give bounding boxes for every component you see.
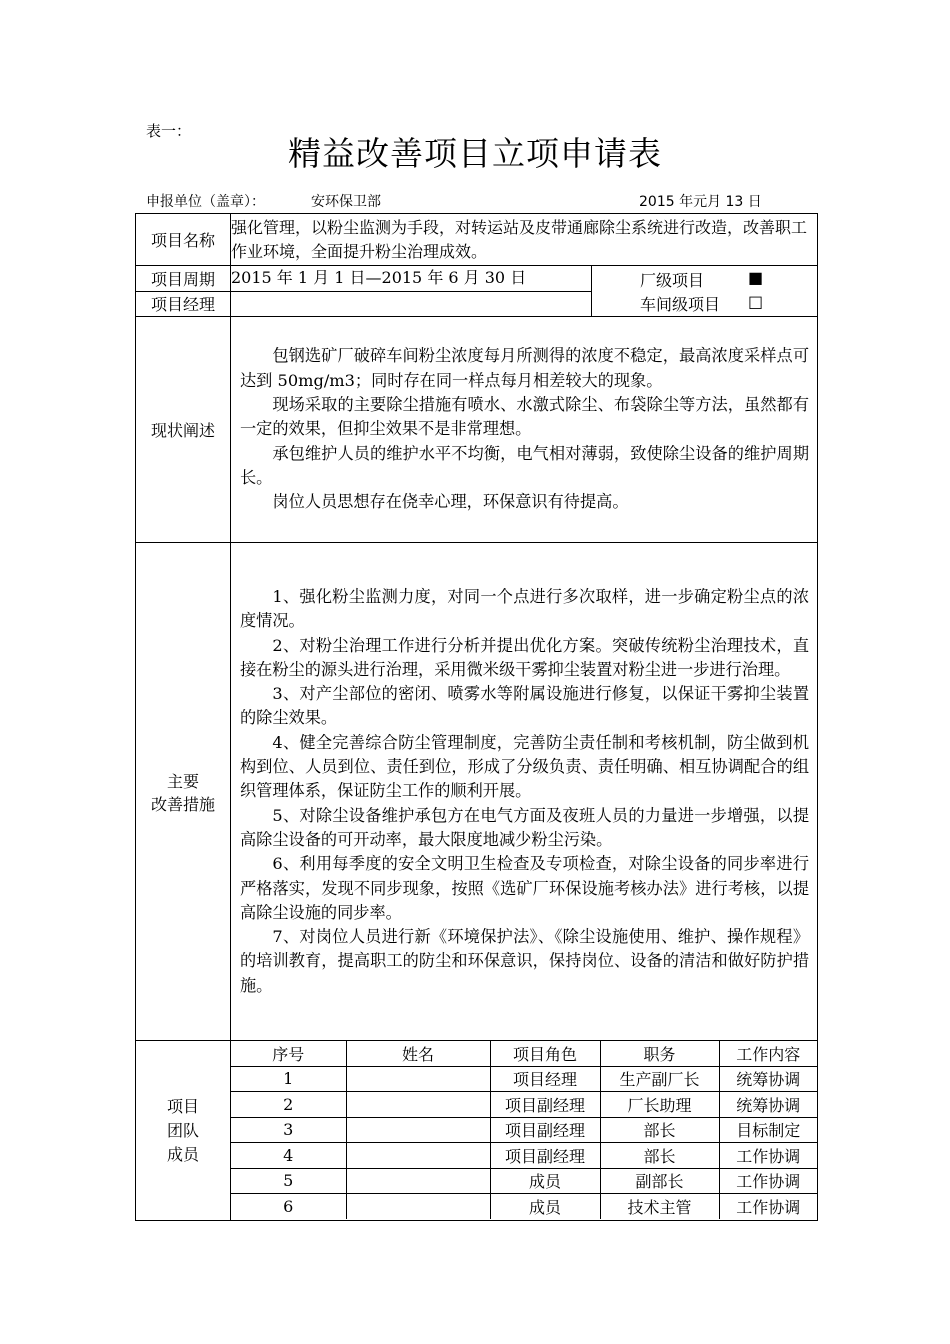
member-index: 3 [231, 1117, 346, 1143]
status-row [136, 317, 818, 543]
measure-item: 7、对岗位人员进行新《环境保护法》、《除尘设施使用、维护、操作规程》的培训教育，提高职工的防尘和环保意识，保持岗位、设备的清洁和做好防护措施。 [240, 927, 810, 995]
project-manager-value [231, 291, 592, 317]
table-row [231, 1143, 817, 1169]
project-name-value: 强化管理，以粉尘监测为手段，对转运站及皮带通廊除尘系统进行改造，改善职工作业环境，全面提升粉尘治理成效。 [231, 214, 818, 266]
workshop-level-checkbox: □ [748, 292, 764, 311]
member-role: 项目副经理 [490, 1117, 600, 1143]
measure-item: 2、对粉尘治理工作进行分析并提出优化方案。突破传统粉尘治理技术，直接在粉尘的源头进行治理，采用微米级干雾抑尘装置对粉尘进一步进行治理。 [240, 635, 810, 679]
member-position: 副部长 [600, 1168, 719, 1194]
column-header: 序号 [231, 1041, 346, 1066]
team-row [136, 1041, 818, 1221]
status-paragraph: 岗位人员思想存在侥幸心理，环保意识有待提高。 [272, 492, 629, 512]
member-role: 成员 [490, 1194, 600, 1219]
measure-item: 4、健全完善综合防尘管理制度，完善防尘责任制和考核机制，防尘做到机构到位、人员到位、责任到位，形成了分级负责、责任明确、相互协调配合的组织管理体系，保证防尘工作的顺利开展。 [240, 732, 810, 801]
member-name [346, 1066, 490, 1092]
status-paragraph: 承包维护人员的维护水平不均衡，电气相对薄弱，致使除尘设备的维护周期长。 [240, 443, 810, 487]
status-paragraph: 现场采取的主要除尘措施有喷水、水激式除尘、布袋除尘等方法，虽然都有一定的效果，但抑尘效果不是非常理想。 [240, 395, 810, 439]
table-row [231, 1194, 817, 1219]
measure-item: 3、对产尘部位的密闭、喷雾水等附属设施进行修复，以保证干雾抑尘装置的除尘效果。 [240, 684, 810, 728]
applicant-unit-value: 安环保卫部 [311, 194, 381, 210]
member-index: 2 [231, 1092, 346, 1118]
project-level-cell [592, 266, 818, 317]
measures-label-line: 主要 [166, 771, 199, 791]
member-index: 1 [231, 1066, 346, 1092]
page-title: 精益改善项目立项申请表 [288, 134, 662, 173]
member-duty: 统筹协调 [719, 1092, 817, 1118]
measures-label [136, 543, 231, 1041]
team-members-table [231, 1041, 817, 1219]
column-header: 职务 [600, 1041, 719, 1066]
table-row [231, 1168, 817, 1194]
table-row [231, 1066, 817, 1092]
application-form-table [135, 213, 818, 1221]
member-position: 生产副厂长 [600, 1066, 719, 1092]
member-role: 项目副经理 [490, 1092, 600, 1118]
member-duty: 工作协调 [719, 1168, 817, 1194]
member-name [346, 1092, 490, 1118]
team-label [136, 1041, 231, 1221]
applicant-unit-label: 申报单位（盖章）： [146, 194, 265, 210]
measure-item: 6、利用每季度的安全文明卫生检查及专项检查，对除尘设备的同步率进行严格落实，发现不同步现象，按照《选矿厂环保设施考核办法》进行考核，以提高除尘设施的同步率。 [240, 854, 810, 922]
column-header: 姓名 [346, 1041, 490, 1066]
member-index: 4 [231, 1143, 346, 1169]
member-position: 厂长助理 [600, 1092, 719, 1118]
member-duty: 工作协调 [719, 1143, 817, 1169]
table-row [231, 1117, 817, 1143]
member-index: 5 [231, 1168, 346, 1194]
column-header: 项目角色 [490, 1041, 600, 1066]
team-header-row [231, 1041, 817, 1066]
factory-level-checkbox: ■ [748, 268, 764, 287]
member-role: 项目经理 [490, 1066, 600, 1092]
member-duty: 统筹协调 [719, 1066, 817, 1092]
project-period-label: 项目周期 [136, 266, 231, 292]
team-table-cell [231, 1041, 818, 1221]
member-name [346, 1194, 490, 1219]
applicant-info [146, 191, 816, 211]
measures-label-line: 改善措施 [150, 794, 215, 814]
table-row [231, 1092, 817, 1118]
team-label-line: 项目 [166, 1096, 199, 1116]
member-name [346, 1143, 490, 1169]
project-period-value: 2015 年 1 月 1 日—2015 年 6 月 30 日 [231, 266, 592, 292]
member-name [346, 1117, 490, 1143]
member-duty: 工作协调 [719, 1194, 817, 1219]
member-name [346, 1168, 490, 1194]
member-position: 部长 [600, 1143, 719, 1169]
measure-item: 5、对除尘设备维护承包方在电气方面及夜班人员的力量进一步增强，以提高除尘设备的可开动率，最大限度地减少粉尘污染。 [240, 805, 810, 849]
team-label-line: 成员 [166, 1144, 199, 1164]
member-position: 部长 [600, 1117, 719, 1143]
member-duty: 目标制定 [719, 1117, 817, 1143]
workshop-level-label: 车间级项目 [640, 295, 721, 314]
member-position: 技术主管 [600, 1194, 719, 1219]
status-content [231, 317, 818, 543]
project-manager-label: 项目经理 [136, 291, 231, 317]
factory-level-option [592, 266, 817, 291]
application-date: 2015 年元月 13 日 [639, 194, 762, 210]
member-role: 项目副经理 [490, 1143, 600, 1169]
team-label-line: 团队 [166, 1120, 199, 1140]
status-label: 现状阐述 [136, 317, 231, 543]
project-name-label: 项目名称 [136, 214, 231, 266]
measures-row [136, 543, 818, 1041]
measures-content [231, 543, 818, 1041]
measure-item: 1、强化粉尘监测力度，对同一个点进行多次取样，进一步确定粉尘点的浓度情况。 [240, 586, 810, 631]
table-number-label: 表一： [146, 122, 192, 140]
project-period-row [136, 266, 818, 292]
member-role: 成员 [490, 1168, 600, 1194]
factory-level-label: 厂级项目 [640, 271, 705, 290]
member-index: 6 [231, 1194, 346, 1219]
project-name-row [136, 214, 818, 266]
status-paragraph: 包钢选矿厂破碎车间粉尘浓度每月所测得的浓度不稳定，最高浓度采样点可达到 50mg/m3；同时存在同一样点每月相差较大的现象。 [240, 346, 810, 390]
workshop-level-option [592, 291, 817, 316]
column-header: 工作内容 [719, 1041, 817, 1066]
